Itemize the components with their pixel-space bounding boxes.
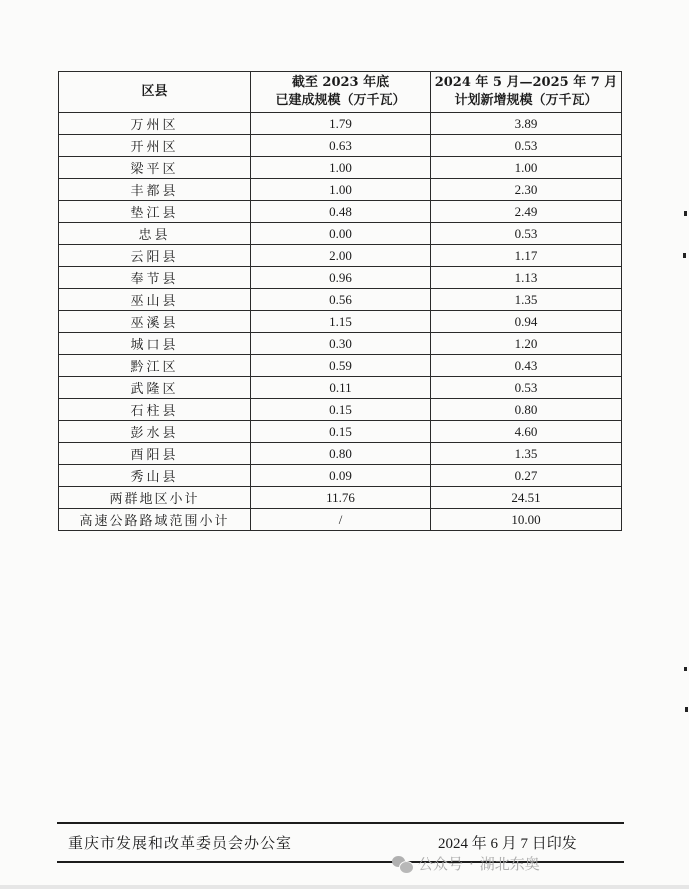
built-cell: 0.59 [251, 355, 431, 377]
table-header-row [59, 72, 622, 113]
table-row [59, 421, 622, 443]
planned-cell: 2.30 [431, 179, 622, 201]
header-planned-line2: 计划新增规模（万千瓦） [454, 93, 598, 108]
built-cell: 0.00 [251, 223, 431, 245]
planned-cell: 3.89 [431, 113, 622, 135]
table-row [59, 245, 622, 267]
planned-cell: 0.53 [431, 135, 622, 157]
scan-artifact [683, 253, 686, 258]
planned-cell: 1.35 [431, 289, 622, 311]
district-cell: 巫山县 [59, 289, 251, 311]
planned-cell: 0.80 [431, 399, 622, 421]
watermark [392, 853, 540, 874]
table-row [59, 157, 622, 179]
planned-cell: 1.00 [431, 157, 622, 179]
table-row [59, 267, 622, 289]
district-cell: 两群地区小计 [59, 487, 251, 509]
subtotal-row-two-groups [59, 487, 622, 509]
scan-artifact [684, 667, 687, 671]
planned-cell: 0.53 [431, 223, 622, 245]
planned-cell: 0.27 [431, 465, 622, 487]
built-cell: 1.15 [251, 311, 431, 333]
scan-artifact [684, 211, 687, 216]
wechat-icon [392, 856, 412, 872]
watermark-separator: · [469, 854, 474, 873]
planned-cell: 0.94 [431, 311, 622, 333]
district-cell: 巫溪县 [59, 311, 251, 333]
built-cell: / [251, 509, 431, 531]
footer-top-rule [57, 822, 624, 824]
table-row [59, 377, 622, 399]
built-cell: 0.09 [251, 465, 431, 487]
header-built-line2: 已建成规模（万千瓦） [275, 93, 406, 108]
built-cell: 0.48 [251, 201, 431, 223]
page-bottom-edge [0, 885, 689, 889]
watermark-account: 湖北东奥 [479, 855, 540, 873]
district-cell: 垫江县 [59, 201, 251, 223]
table-row [59, 135, 622, 157]
built-cell: 1.00 [251, 157, 431, 179]
issue-date: 2024 年 6 月 7 日印发 [438, 836, 577, 852]
built-cell: 0.15 [251, 399, 431, 421]
district-cell: 石柱县 [59, 399, 251, 421]
header-built-line1: 截至 2023 年底 [291, 75, 390, 90]
planned-cell: 0.43 [431, 355, 622, 377]
planned-cell: 1.17 [431, 245, 622, 267]
table-row [59, 289, 622, 311]
capacity-table [58, 71, 622, 531]
built-cell: 0.80 [251, 443, 431, 465]
table-row [59, 465, 622, 487]
planned-cell: 24.51 [431, 487, 622, 509]
header-planned-capacity [431, 72, 622, 113]
built-cell: 0.56 [251, 289, 431, 311]
planned-cell: 1.35 [431, 443, 622, 465]
district-cell: 万州区 [59, 113, 251, 135]
table-row [59, 113, 622, 135]
scan-artifact [685, 707, 688, 712]
district-cell: 忠县 [59, 223, 251, 245]
district-cell: 云阳县 [59, 245, 251, 267]
built-cell: 1.00 [251, 179, 431, 201]
built-cell: 0.96 [251, 267, 431, 289]
planned-cell: 2.49 [431, 201, 622, 223]
table-row [59, 223, 622, 245]
built-cell: 1.79 [251, 113, 431, 135]
district-cell: 酉阳县 [59, 443, 251, 465]
issuing-office: 重庆市发展和改革委员会办公室 [68, 834, 293, 852]
planned-cell: 1.20 [431, 333, 622, 355]
built-cell: 0.30 [251, 333, 431, 355]
district-cell: 奉节县 [59, 267, 251, 289]
district-cell: 丰都县 [59, 179, 251, 201]
table-row [59, 443, 622, 465]
built-cell: 2.00 [251, 245, 431, 267]
district-cell: 开州区 [59, 135, 251, 157]
built-cell: 11.76 [251, 487, 431, 509]
district-cell: 武隆区 [59, 377, 251, 399]
district-cell: 秀山县 [59, 465, 251, 487]
planned-cell: 4.60 [431, 421, 622, 443]
table-row [59, 399, 622, 421]
subtotal-row-highway [59, 509, 622, 531]
planned-cell: 10.00 [431, 509, 622, 531]
watermark-label: 公众号 [418, 855, 464, 873]
built-cell: 0.63 [251, 135, 431, 157]
table-row [59, 333, 622, 355]
planned-cell: 0.53 [431, 377, 622, 399]
district-cell: 城口县 [59, 333, 251, 355]
header-built-capacity [251, 72, 431, 113]
built-cell: 0.11 [251, 377, 431, 399]
table-row [59, 311, 622, 333]
table-row [59, 355, 622, 377]
header-planned-line1: 2024 年 5 月—2025 年 7 月 [434, 75, 618, 90]
district-cell: 高速公路路域范围小计 [59, 509, 251, 531]
district-cell: 黔江区 [59, 355, 251, 377]
table-row [59, 201, 622, 223]
built-cell: 0.15 [251, 421, 431, 443]
district-cell: 彭水县 [59, 421, 251, 443]
table-row [59, 179, 622, 201]
planned-cell: 1.13 [431, 267, 622, 289]
header-district: 区县 [59, 72, 251, 113]
district-cell: 梁平区 [59, 157, 251, 179]
